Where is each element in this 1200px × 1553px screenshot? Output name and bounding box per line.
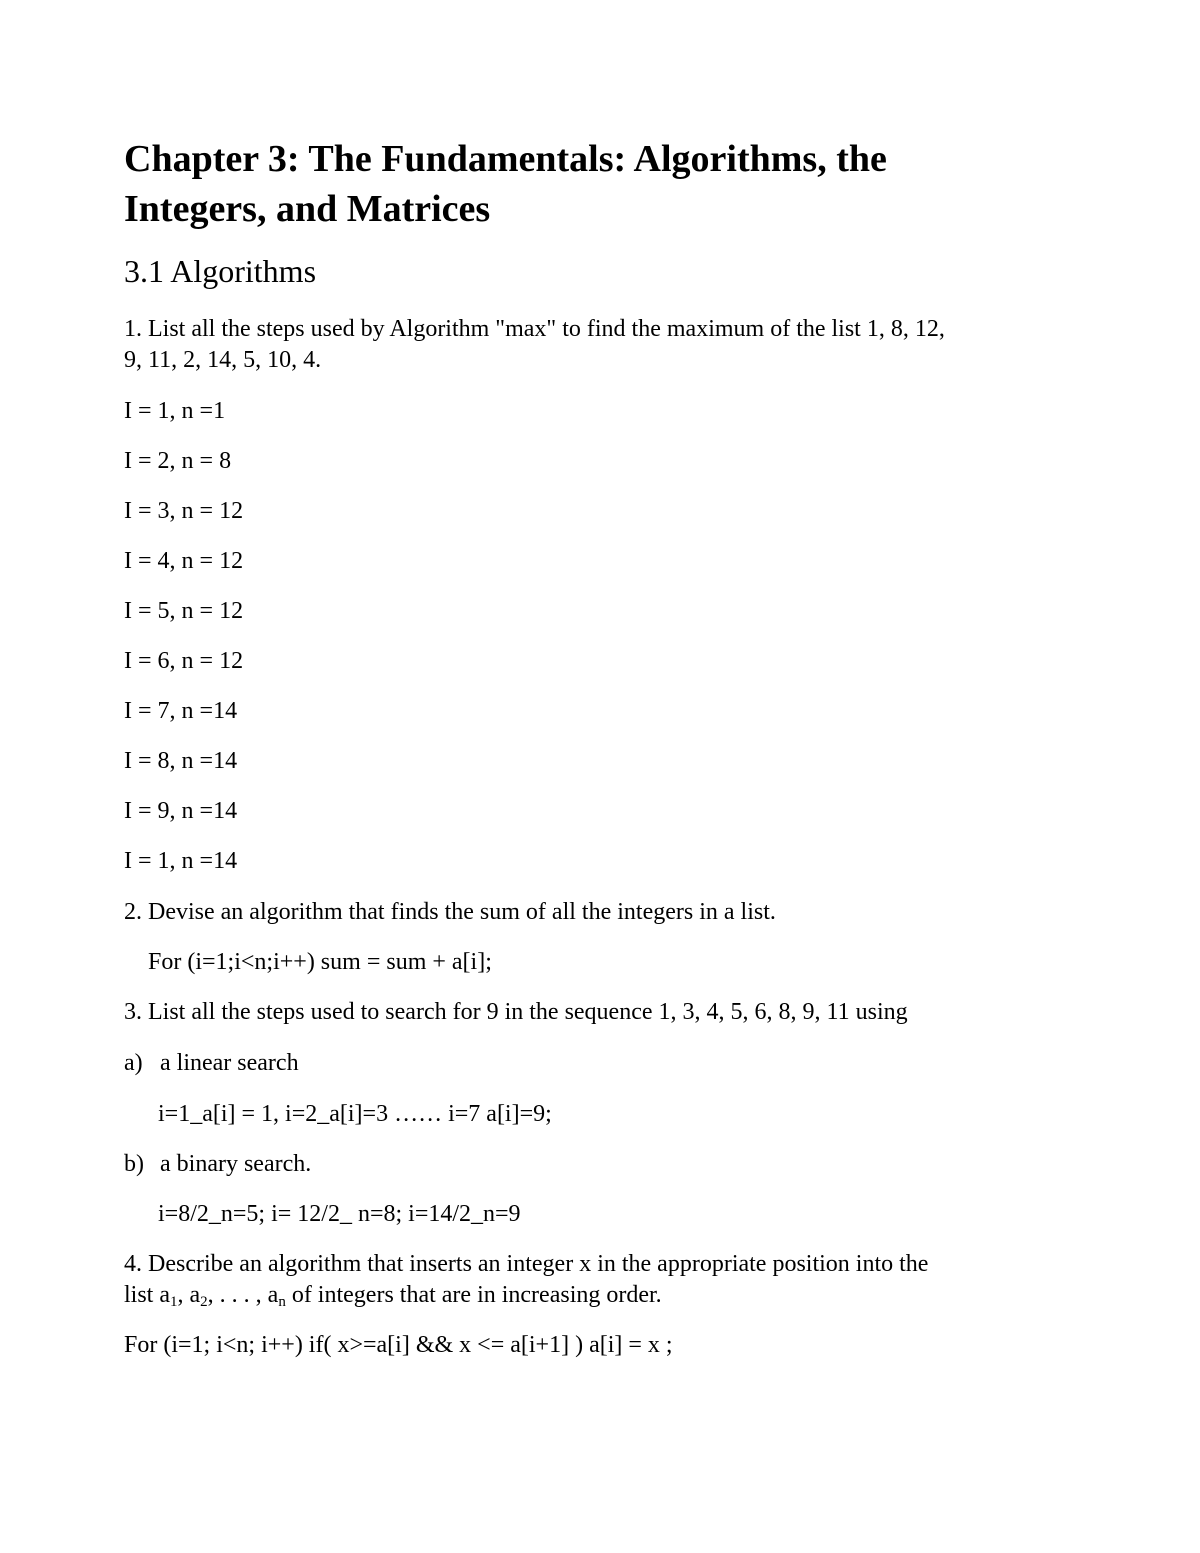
q4-separator: , a [177,1282,201,1308]
question-3a-text: a linear search [160,1050,299,1076]
question-4-answer: For (i=1; i<n; i++) if( x>=a[i] && x <= a[i+1] ) a[i] = x ; [124,1332,673,1358]
subscript-n: n [278,1294,286,1310]
section-heading: 3.1 Algorithms [124,253,317,289]
question-3-text: 3. List all the steps used to search for 9 in the sequence 1, 3, 4, 5, 6, 8, 9, 11 using [124,999,908,1025]
chapter-title-line-1: Chapter 3: The Fundamentals: Algorithms, the [124,138,887,180]
question-3b [124,1149,311,1179]
max-step: I = 3, n = 12 [124,498,244,524]
q4-list-suffix: of integers that are in increasing order. [285,1282,662,1308]
max-step: I = 6, n = 12 [124,648,244,674]
subscript-2: 2 [200,1294,208,1310]
question-3a-label: a) [124,1050,143,1076]
question-2-text: 2. Devise an algorithm that finds the sum of all the integers in a list. [124,899,776,925]
max-step: I = 4, n = 12 [124,548,244,574]
max-step: I = 8, n =14 [124,748,238,774]
question-2-answer: For (i=1;i<n;i++) sum = sum + a[i]; [148,949,492,975]
max-step: I = 9, n =14 [124,798,238,824]
question-3b-answer: i=8/2_n=5; i= 12/2_ n=8; i=14/2_n=9 [158,1201,521,1227]
question-1-line-1: 1. List all the steps used by Algorithm "max" to find the maximum of the list 1, 8, 12, [124,316,945,342]
max-step: I = 1, n =14 [124,848,238,874]
question-4-line-1: 4. Describe an algorithm that inserts an integer x in the appropriate position into the [124,1251,929,1277]
subscript-1: 1 [170,1294,178,1310]
question-3b-label: b) [124,1151,144,1177]
chapter-title-line-2: Integers, and Matrices [124,188,491,230]
question-3a [124,1048,299,1078]
q4-ellipsis: , . . . , a [207,1282,279,1308]
max-step: I = 5, n = 12 [124,598,244,624]
max-step: I = 7, n =14 [124,698,238,724]
question-4-line-2 [124,1280,662,1310]
max-step: I = 2, n = 8 [124,448,232,474]
question-3b-text: a binary search. [160,1151,312,1177]
question-1-line-2: 9, 11, 2, 14, 5, 10, 4. [124,347,322,373]
q4-list-prefix: list a [124,1282,170,1308]
max-step: I = 1, n =1 [124,398,226,424]
question-3a-answer: i=1_a[i] = 1, i=2_a[i]=3 …… i=7 a[i]=9; [158,1101,552,1127]
